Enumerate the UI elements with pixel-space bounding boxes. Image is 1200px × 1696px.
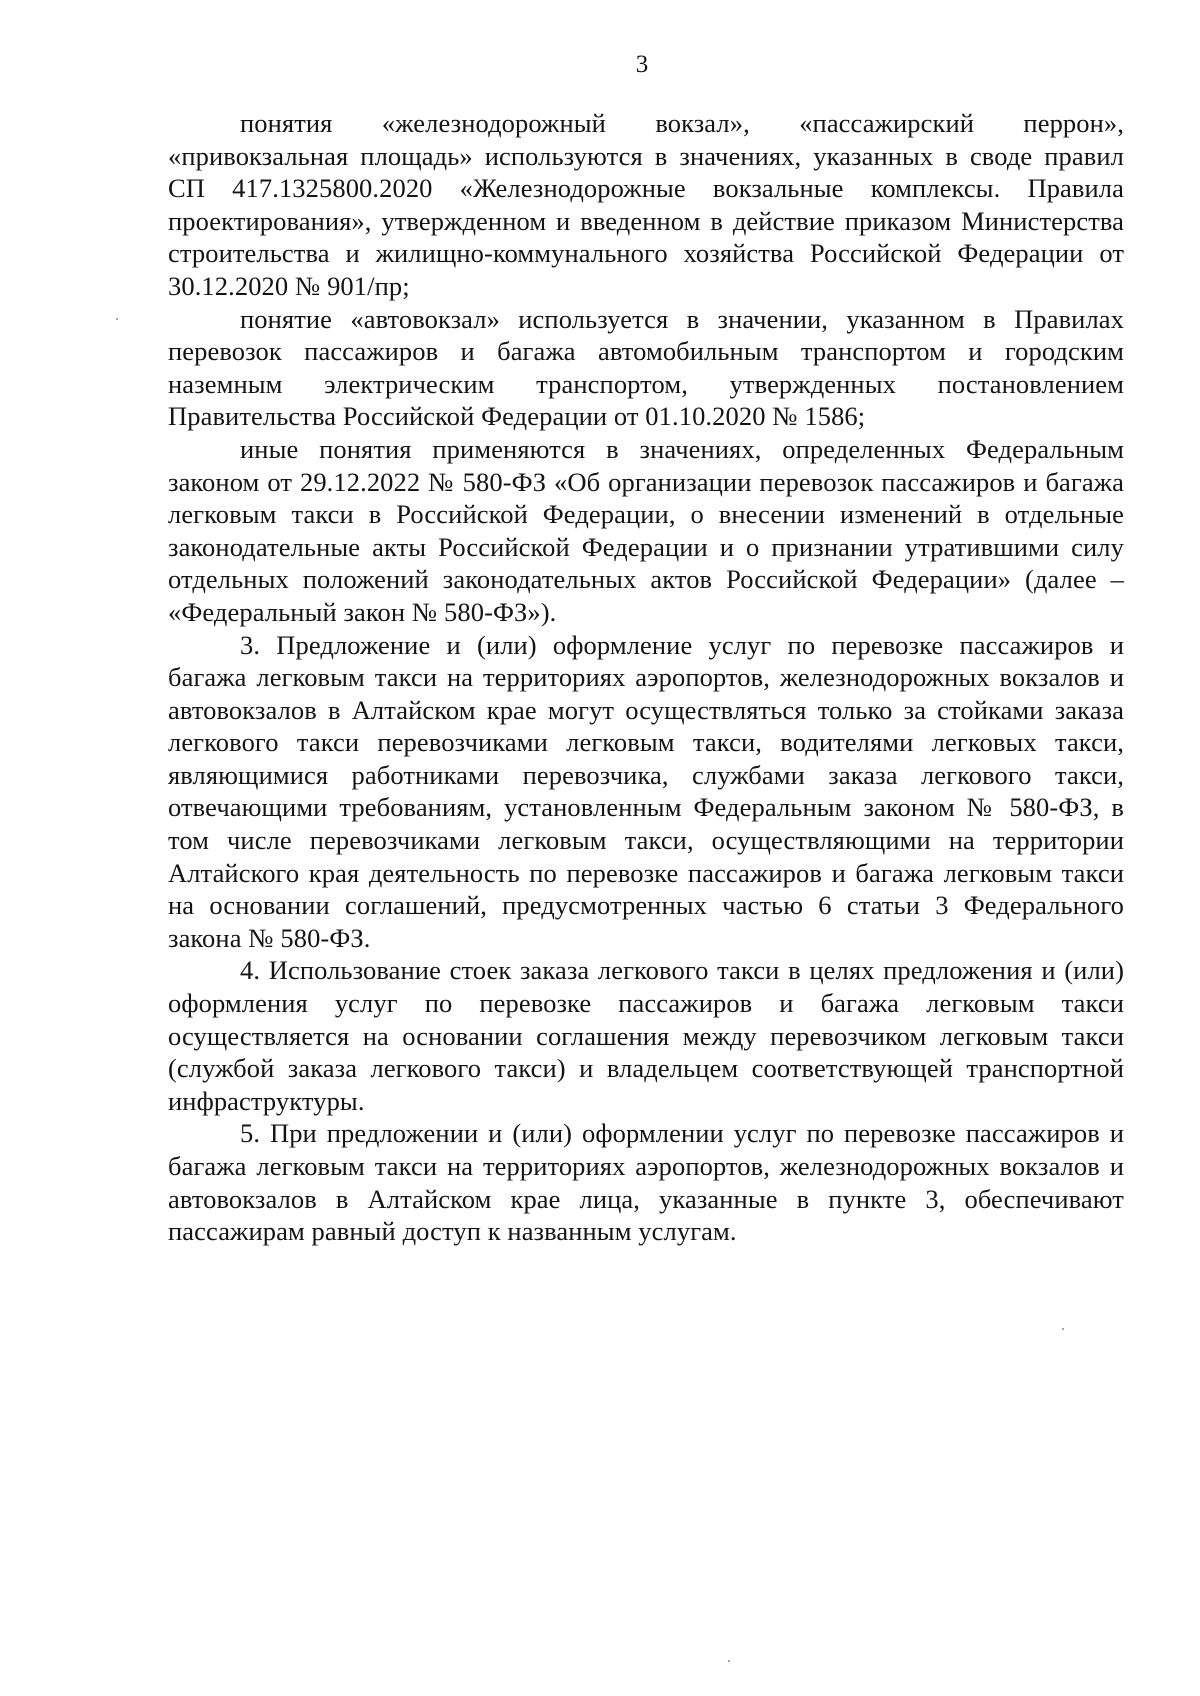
scan-speck — [728, 1660, 730, 1662]
scan-speck — [116, 318, 118, 320]
paragraph-definition-railway-station: понятия «железнодорожный вокзал», «пассажирский перрон», «привокзальная площадь» используются в значениях, указанных в своде правил СП 417.1325800.2020 «Железнодорожные вокзальные комплексы. Правила проектирования», утвержденном и введенном в действие приказом Министерства строительства и жилищно-коммунального хозяйства Российской Федерации от 30.12.2020 № 901/пр; — [168, 108, 1124, 301]
paragraph-clause-5: 5. При предложении и (или) оформлении услуг по перевозке пассажиров и багажа легковым такси на территориях аэропортов, железнодорожных вокзалов и автовокзалов в Алтайском крае лица, указанные в пункте 3, обеспечивают пассажирам равный доступ к названным услугам. — [168, 1118, 1124, 1247]
paragraph-other-definitions: иные понятия применяются в значениях, определенных Федеральным законом от 29.12.2022 № 580-ФЗ «Об организации перевозок пассажиров и багажа легковым такси в Российской Федерации, о внесении изменений в отдельные законодательные акты Российской Федерации и о признании утратившими силу отдельных положений законодательных актов Российской Федерации» (далее – «Федеральный закон № 580-ФЗ»). — [168, 433, 1124, 627]
paragraph-definition-bus-station: понятие «автовокзал» используется в значении, указанном в Правилах перевозок пассажиров и багажа автомобильным транспортом и городским наземным электрическим транспортом, утвержденных постановлением Правительства Российской Федерации от 01.10.2020 № 1586; — [168, 303, 1124, 432]
scan-speck — [1062, 1328, 1064, 1330]
document-body — [168, 107, 1124, 1248]
page-number: 3 — [635, 51, 649, 78]
paragraph-clause-4: 4. Использование стоек заказа легкового такси в целях предложения и (или) оформления услуг по перевозке пассажиров и багажа легковым такси осуществляется на основании соглашения между перевозчиком легковым такси (службой заказа легкового такси) и владельцем соответствующей транспортной инфраструктуры. — [168, 955, 1124, 1116]
paragraph-clause-3: 3. Предложение и (или) оформление услуг по перевозке пассажиров и багажа легковым такси на территориях аэропортов, железнодорожных вокзалов и автовокзалов в Алтайском крае могут осуществляться только за стойками заказа легкового такси перевозчиками легковым такси, водителями легковых такси, являющимися работниками перевозчика, службами заказа легкового такси, отвечающими требованиям, установленным Федеральным законом № 580-ФЗ, в том числе перевозчиками легковым такси, осуществляющими на территории Алтайского края деятельность по перевозке пассажиров и багажа легковым такси на основании соглашений, предусмотренных частью 6 статьи 3 Федерального закона № 580-ФЗ. — [168, 629, 1124, 953]
